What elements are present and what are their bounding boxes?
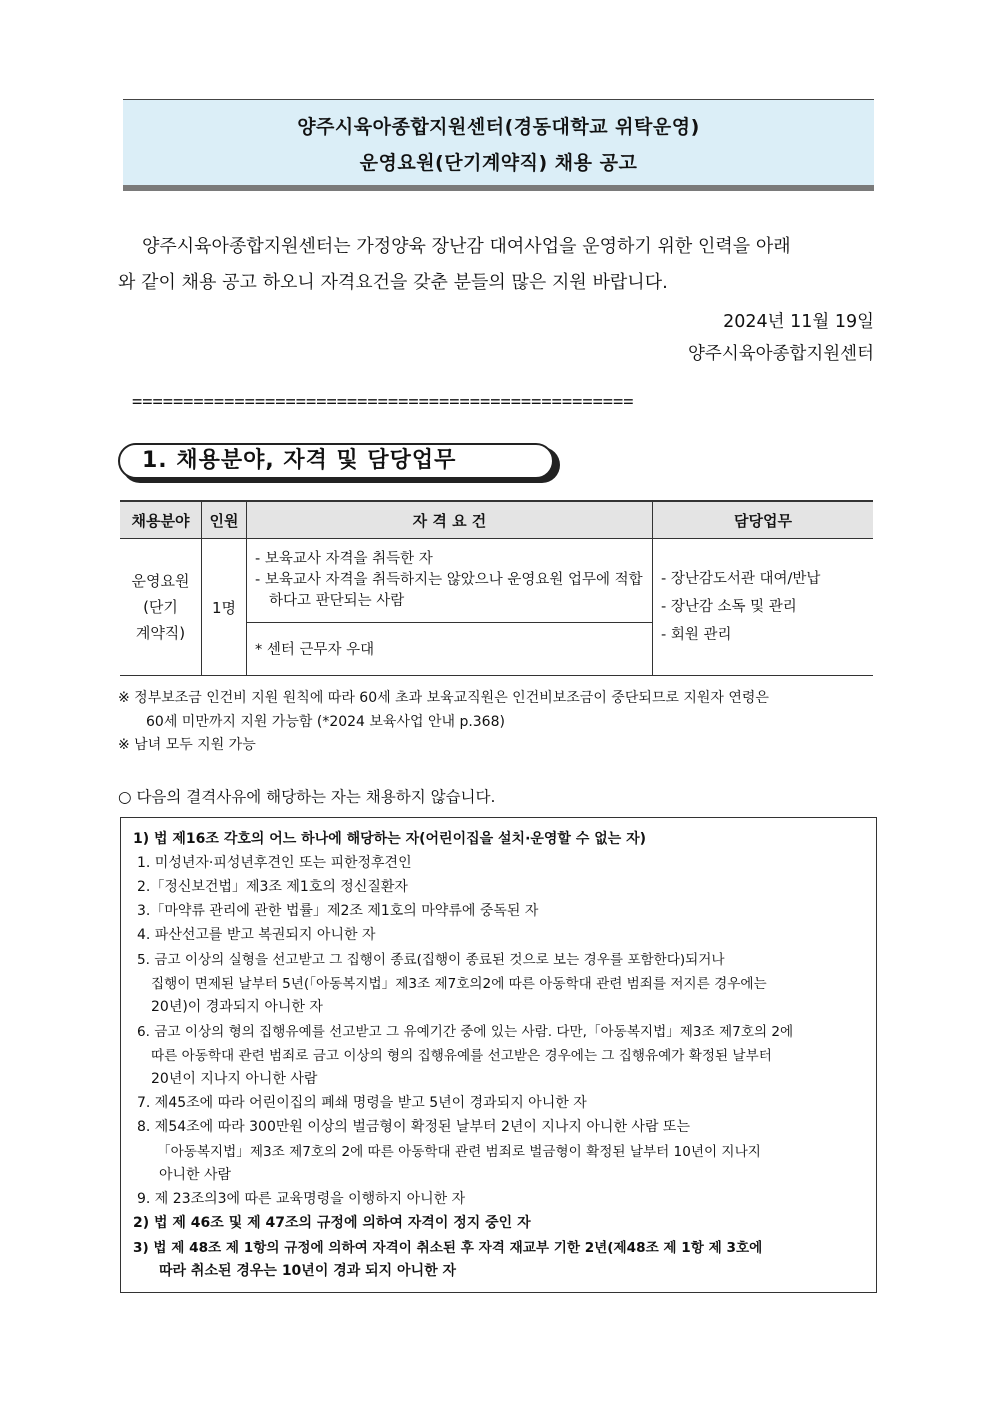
header-qualification: 자 격 요 건 bbox=[247, 501, 653, 539]
field-line: (단기 bbox=[143, 598, 178, 616]
field-line: 계약직) bbox=[135, 624, 186, 642]
field-line: 운영요원 bbox=[131, 572, 190, 590]
duty-item: - 회원 관리 bbox=[661, 627, 732, 643]
section-heading bbox=[118, 443, 564, 487]
criteria-line: 9. 제 23조의3에 따른 교육명령을 이행하지 아니한 자 bbox=[137, 1191, 466, 1207]
intro-line-1: 양주시육아종합지원센터는 가정양육 장난감 대여사업을 운영하기 위한 인력을 아래 bbox=[142, 236, 791, 257]
criteria-line: 5. 금고 이상의 실형을 선고받고 그 집행이 종료(집행이 종료된 것으로 보는 경우를 포함한다)되거나 bbox=[137, 952, 725, 968]
criteria-line: 3.「마약류 관리에 관한 법률」제2조 제1호의 마약류에 중독된 자 bbox=[137, 903, 539, 919]
criteria-line: 따라 취소된 경우는 10년이 경과 되지 아니한 자 bbox=[159, 1263, 457, 1279]
qualification-item: - 보육교사 자격을 취득하지는 않았으나 운영요원 업무에 적합하다고 판단되는 사람 bbox=[255, 571, 643, 609]
criteria-line: 20년이 지나지 아니한 사람 bbox=[151, 1071, 318, 1087]
issuer-name: 양주시육아종합지원센터 bbox=[688, 344, 874, 364]
title-line-1: 양주시육아종합지원센터(경동대학교 위탁운영) bbox=[297, 116, 700, 138]
criteria-line: 3) 법 제 48조 제 1항의 규정에 의하여 자격이 취소된 후 자격 재교부 기한 2년(제48조 제 1항 제 3호에 bbox=[133, 1240, 763, 1256]
title-line-2: 운영요원(단기계약직) 채용 공고 bbox=[359, 152, 638, 174]
note-1-line-2: 60세 미만까지 지원 가능함 (*2024 보육사업 안내 p.368) bbox=[146, 714, 505, 730]
notice-date: 2024년 11월 19일 bbox=[723, 312, 874, 332]
criteria-line: 2) 법 제 46조 및 제 47조의 규정에 의하여 자격이 정지 중인 자 bbox=[133, 1215, 531, 1231]
criteria-line: 아니한 사람 bbox=[159, 1167, 232, 1183]
criteria-line: 1) 법 제16조 각호의 어느 하나에 해당하는 자(어린이집을 설치·운영할 수 없는 자) bbox=[133, 831, 647, 847]
criteria-line: 6. 금고 이상의 형의 집행유예를 선고받고 그 유예기간 중에 있는 사람. 다만,「아동복지법」제3조 제7호의 2에 bbox=[137, 1024, 794, 1040]
header-duty: 담당업무 bbox=[653, 501, 874, 539]
table-header-row bbox=[120, 501, 873, 539]
qualification-item: - 보육교사 자격을 취득한 자 bbox=[255, 550, 433, 567]
criteria-line: 집행이 면제된 날부터 5년(「아동복지법」제3조 제7호의2에 따른 아동학대 관련 범죄를 저지른 경우에는 bbox=[151, 976, 767, 992]
disqualification-box bbox=[120, 817, 877, 1293]
criteria-line: 4. 파산선고를 받고 복권되지 아니한 자 bbox=[137, 927, 376, 943]
criteria-line: 8. 제54조에 따라 300만원 이상의 벌금형이 확정된 날부터 2년이 지나지 아니한 사람 또는 bbox=[137, 1119, 690, 1135]
duty-item: - 장난감도서관 대여/반납 bbox=[661, 571, 821, 587]
note-1-line-1: ※ 정부보조금 인건비 지원 원칙에 따라 60세 초과 보육교직원은 인건비보조금이 중단되므로 지원자 연령은 bbox=[118, 690, 769, 706]
duty-item: - 장난감 소독 및 관리 bbox=[661, 599, 797, 615]
note-2: ※ 남녀 모두 지원 가능 bbox=[118, 737, 256, 753]
field-cell bbox=[120, 539, 202, 676]
disqualification-intro: ○ 다음의 결격사유에 해당하는 자는 채용하지 않습니다. bbox=[118, 788, 496, 806]
table-row bbox=[120, 539, 873, 623]
criteria-line: 7. 제45조에 따라 어린이집의 폐쇄 명령을 받고 5년이 경과되지 아니한 자 bbox=[137, 1095, 587, 1111]
duty-cell bbox=[653, 539, 874, 676]
criteria-line: 2.「정신보건법」제3조 제1호의 정신질환자 bbox=[137, 879, 408, 895]
count-cell: 1명 bbox=[202, 539, 247, 676]
header-field: 채용분야 bbox=[120, 501, 202, 539]
qualification-cell bbox=[247, 539, 653, 623]
section-heading-label: 1. 채용분야, 자격 및 담당업무 bbox=[118, 443, 554, 479]
header-count: 인원 bbox=[202, 501, 247, 539]
criteria-line: 따른 아동학대 관련 범죄로 금고 이상의 형의 집행유예를 선고받은 경우에는 그 집행유예가 확정된 날부터 bbox=[151, 1048, 772, 1064]
title-box bbox=[123, 99, 874, 191]
criteria-line: 20년)이 경과되지 아니한 자 bbox=[151, 999, 323, 1015]
preference-cell: * 센터 근무자 우대 bbox=[247, 622, 653, 675]
criteria-line: 「아동복지법」제3조 제7호의 2에 따른 아동학대 관련 범죄로 벌금형이 확정된 날부터 10년이 지나지 bbox=[157, 1144, 761, 1160]
criteria-line: 1. 미성년자·피성년후견인 또는 피한정후견인 bbox=[137, 855, 412, 871]
recruitment-table bbox=[120, 500, 873, 676]
intro-line-2: 와 같이 채용 공고 하오니 자격요건을 갖춘 분들의 많은 지원 바랍니다. bbox=[118, 272, 668, 293]
divider-line: ================================================= bbox=[132, 392, 634, 412]
